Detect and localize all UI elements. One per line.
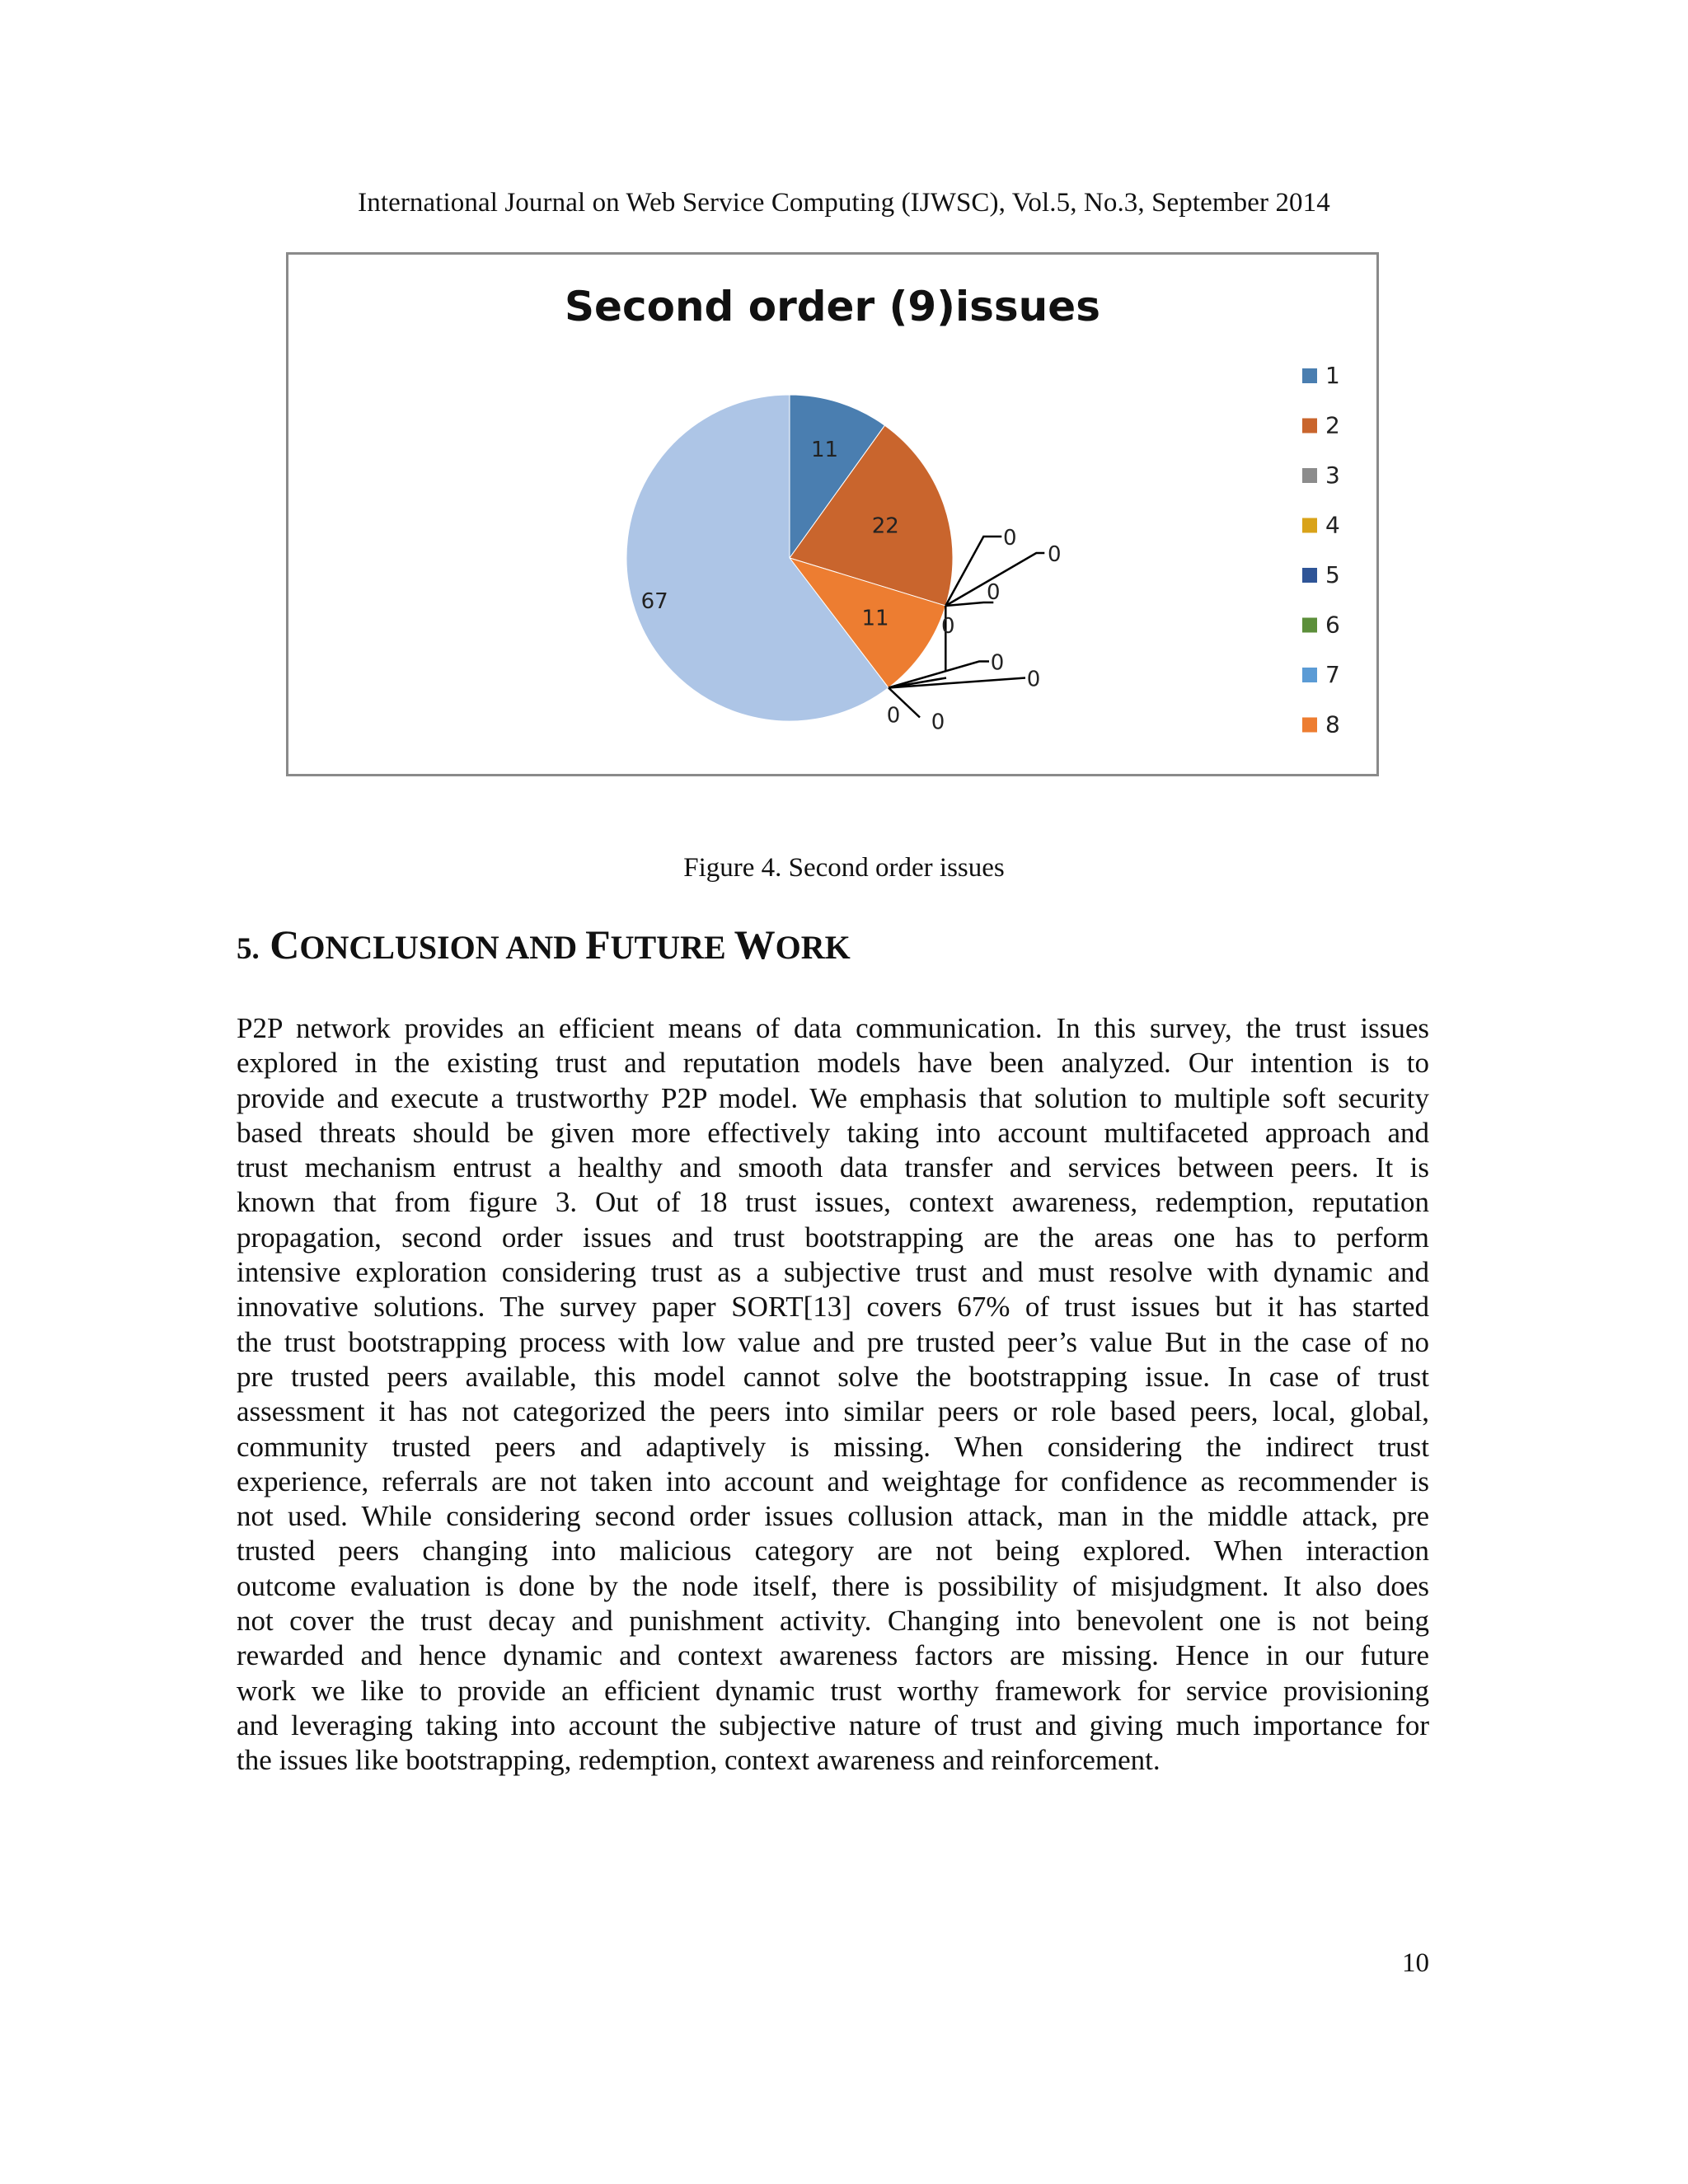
data-label-zero: 0 — [1048, 542, 1062, 567]
data-label-zero: 0 — [941, 614, 955, 639]
legend-label-1: 1 — [1325, 362, 1340, 389]
legend-label-6: 6 — [1325, 611, 1340, 639]
paragraph-line: not cover the trust decay and punishment activity. Changing into benevolent one is not being — [237, 1605, 1429, 1638]
paragraph-line: rewarded and hence dynamic and context awareness factors are missing. Hence in our future — [237, 1639, 1429, 1672]
section-rest-1: ONCLUSION AND — [299, 929, 586, 966]
conclusion-paragraph — [237, 1011, 1429, 1779]
paragraph-line: community trusted peers and adaptively is missing. When considering the indirect trust — [237, 1430, 1429, 1463]
legend-label-8: 8 — [1325, 710, 1340, 738]
data-label-zero: 0 — [1026, 667, 1041, 692]
section-cap-f: F — [585, 921, 611, 968]
paragraph-line: propagation, second order issues and trust bootstrapping are the areas one has to perform — [237, 1221, 1429, 1254]
data-label-zero: 0 — [931, 710, 945, 735]
paragraph-line: trusted peers changing into malicious category are not being explored. When interaction — [237, 1535, 1429, 1568]
section-cap-w: W — [734, 921, 776, 968]
paragraph-line: experience, referrals are not taken into account and weightage for confidence as recommender is — [237, 1465, 1429, 1497]
data-label-zero: 0 — [1003, 526, 1017, 551]
section-cap-c: C — [270, 921, 300, 968]
data-label-9: 67 — [640, 588, 668, 614]
pie-chart — [288, 255, 1376, 774]
legend-swatch-7 — [1302, 668, 1317, 682]
legend-swatch-2 — [1302, 419, 1317, 434]
legend-label-5: 5 — [1325, 561, 1340, 588]
legend-label-3: 3 — [1325, 462, 1340, 489]
legend-label-2: 2 — [1325, 411, 1340, 439]
section-rest-2: UTURE — [610, 929, 734, 966]
legend-swatch-5 — [1302, 568, 1317, 583]
data-label-8: 11 — [861, 606, 889, 631]
paragraph-line: explored in the existing trust and reputation models have been analyzed. Our intention is to — [237, 1047, 1429, 1080]
running-header: International Journal on Web Service Computing (IJWSC), Vol.5, No.3, September 2014 — [358, 188, 1330, 218]
paragraph-line: the issues like bootstrapping, redemption, context awareness and reinforcement. — [237, 1744, 1160, 1777]
pie-chart-figure — [286, 252, 1379, 776]
paragraph-line: outcome evaluation is done by the node itself, there is possibility of misjudgment. It also does — [237, 1569, 1429, 1602]
paragraph-line: work we like to provide an efficient dynamic trust worthy framework for service provisioning — [237, 1674, 1429, 1707]
paragraph-line: P2P network provides an efficient means of data communication. In this survey, the trust issues — [237, 1012, 1429, 1044]
legend-label-4: 4 — [1325, 511, 1340, 539]
paragraph-line: not used. While considering second order issues collusion attack, man in the middle attack, pre — [237, 1500, 1429, 1533]
legend-label-7: 7 — [1325, 661, 1340, 688]
legend-swatch-6 — [1302, 618, 1317, 633]
legend-swatch-8 — [1302, 718, 1317, 733]
data-label-zero: 0 — [886, 703, 901, 729]
paragraph-line: based threats should be given more effectively taking into account multifaceted approach and — [237, 1116, 1429, 1149]
paragraph-line: trust mechanism entrust a healthy and smooth data transfer and services between peers. It is — [237, 1151, 1429, 1184]
paragraph-line: innovative solutions. The survey paper SORT[13] covers 67% of trust issues but it has started — [237, 1291, 1429, 1324]
section-rest-3: ORK — [775, 929, 851, 966]
paragraph-line: assessment it has not categorized the peers into similar peers or role based peers, local, global, — [237, 1395, 1429, 1428]
legend-swatch-4 — [1302, 518, 1317, 533]
paragraph-line: provide and execute a trustworthy P2P model. We emphasis that solution to multiple soft security — [237, 1081, 1429, 1114]
page-number: 10 — [1402, 1948, 1429, 1978]
paragraph-line: intensive exploration considering trust as a subjective trust and must resolve with dynamic and — [237, 1256, 1429, 1289]
section-number: 5. — [237, 932, 260, 966]
paragraph-line: and leveraging taking into account the subjective nature of trust and giving much importance for — [237, 1708, 1429, 1741]
paragraph-line: the trust bootstrapping process with low value and pre trusted peer’s value But in the case of no — [237, 1325, 1429, 1358]
paragraph-line: pre trusted peers available, this model cannot solve the bootstrapping issue. In case of trust — [237, 1360, 1429, 1393]
paragraph-line: known that from figure 3. Out of 18 trust issues, context awareness, redemption, reputation — [237, 1186, 1429, 1219]
data-label-1: 11 — [810, 438, 839, 463]
chart-title: Second order (9)issues — [565, 283, 1100, 330]
data-label-zero: 0 — [990, 650, 1005, 676]
legend-swatch-3 — [1302, 468, 1317, 483]
legend-swatch-1 — [1302, 368, 1317, 383]
section-heading — [237, 921, 851, 968]
data-label-2: 22 — [871, 513, 899, 539]
figure-caption: Figure 4. Second order issues — [683, 853, 1005, 883]
data-label-zero: 0 — [987, 580, 1001, 605]
